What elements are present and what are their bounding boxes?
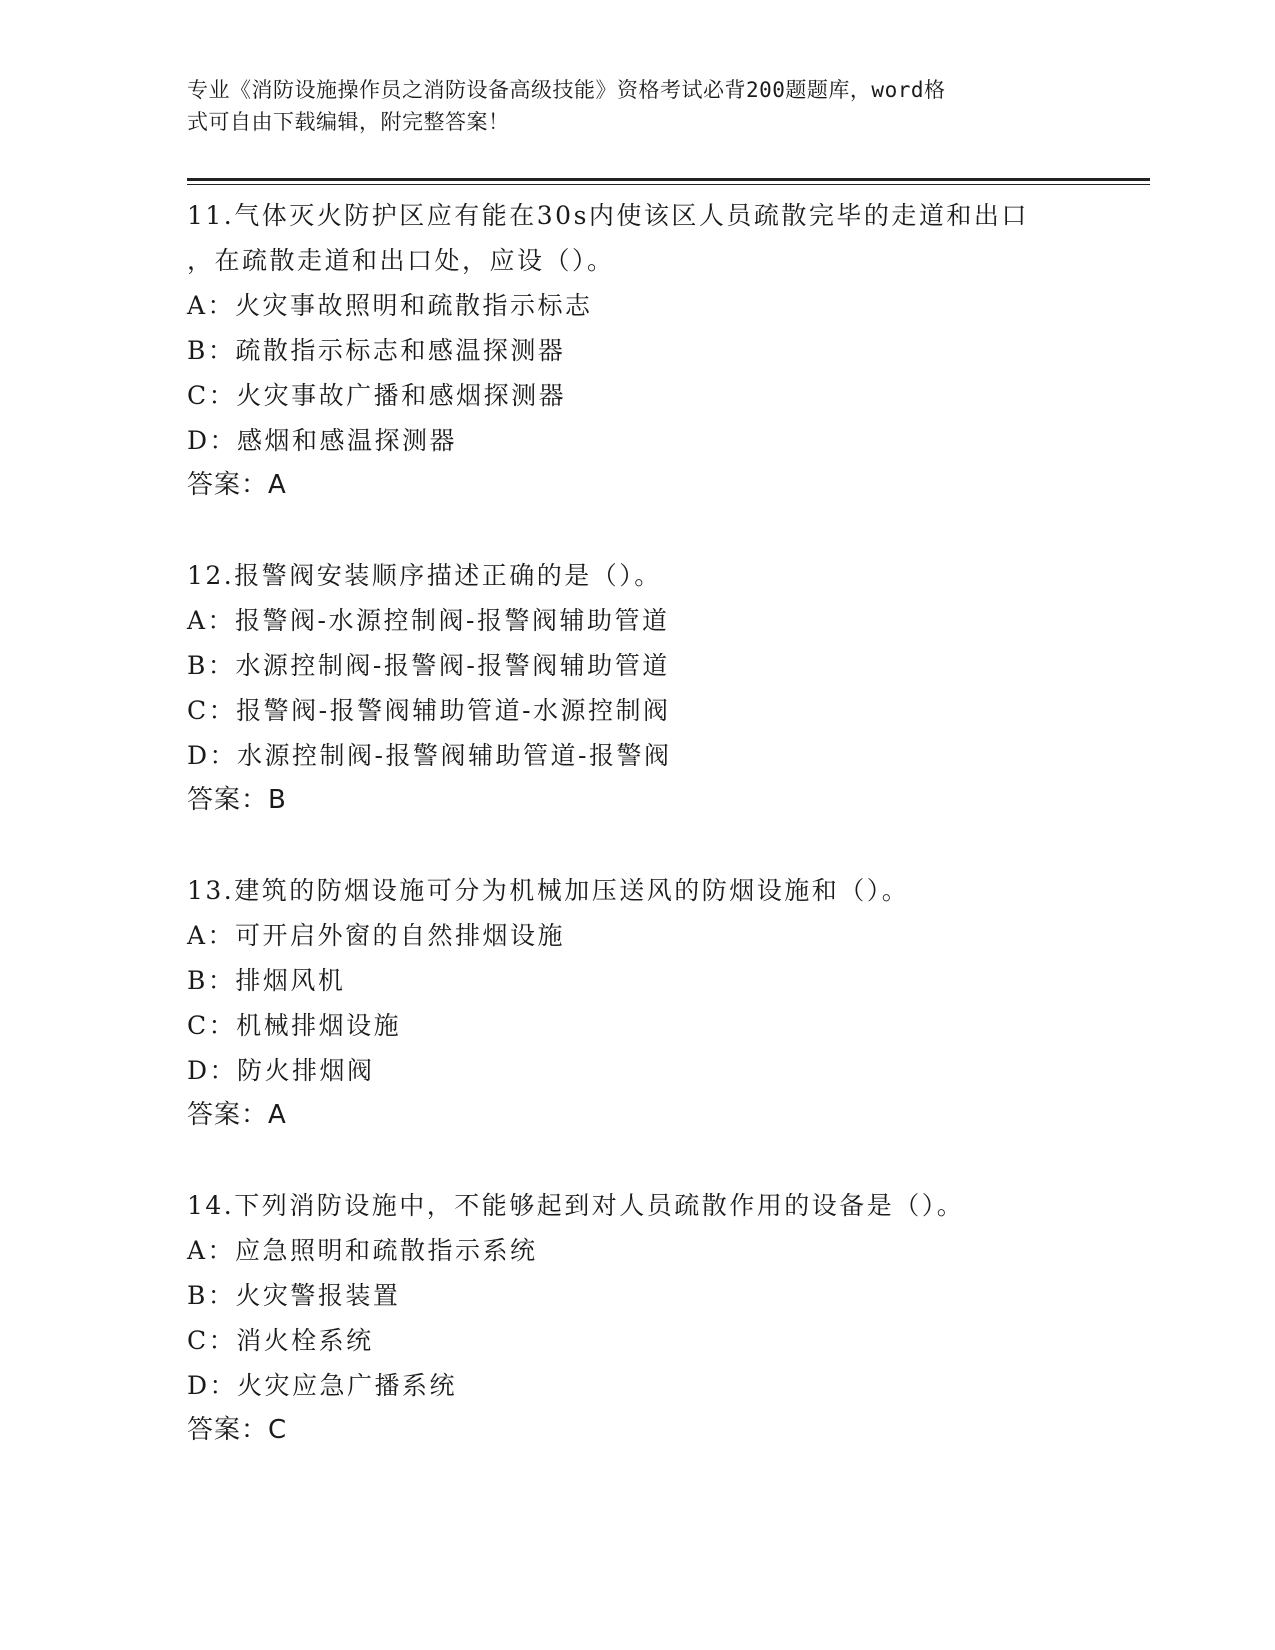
question-stem: 14.下列消防设施中，不能够起到对人员疏散作用的设备是（）。 [187,1191,965,1220]
option-a: A：应急照明和疏散指示系统 [187,1236,538,1265]
document-header [187,74,1087,138]
option-c: C：火灾事故广播和感烟探测器 [187,381,567,410]
question-12 [187,553,1087,823]
option-c: C：消火栓系统 [187,1326,374,1355]
header-divider-thin [187,184,1150,185]
answer: 答案：B [187,785,287,815]
option-b: B：疏散指示标志和感温探测器 [187,336,566,365]
option-d: D：防火排烟阀 [187,1056,375,1085]
question-stem-continued: ，在疏散走道和出口处，应设（）。 [187,246,615,275]
option-a: A：可开启外窗的自然排烟设施 [187,921,566,950]
question-stem: 12.报警阀安装顺序描述正确的是（）。 [187,561,662,590]
question-14 [187,1183,1087,1453]
option-b: B：水源控制阀-报警阀-报警阀辅助管道 [187,651,670,680]
question-stem: 13.建筑的防烟设施可分为机械加压送风的防烟设施和（）。 [187,876,910,905]
answer: 答案：A [187,470,287,500]
option-b: B：排烟风机 [187,966,346,995]
option-b: B：火灾警报装置 [187,1281,401,1310]
option-a: A：火灾事故照明和疏散指示标志 [187,291,593,320]
option-a: A：报警阀-水源控制阀-报警阀辅助管道 [187,606,670,635]
question-spacer [187,1138,1087,1183]
question-spacer [187,508,1087,553]
option-d: D：火灾应急广播系统 [187,1371,458,1400]
question-list [187,193,1087,1453]
question-13 [187,868,1087,1138]
option-c: C：报警阀-报警阀辅助管道-水源控制阀 [187,696,671,725]
question-stem: 11.气体灭火防护区应有能在30s内使该区人员疏散完毕的走道和出口 [187,201,1029,230]
header-line-1: 专业《消防设施操作员之消防设备高级技能》资格考试必背200题题库，word格 [187,78,946,102]
header-line-2: 式可自由下载编辑，附完整答案！ [187,110,510,134]
question-11 [187,193,1087,508]
answer: 答案：A [187,1100,287,1130]
option-d: D：感烟和感温探测器 [187,426,458,455]
option-d: D：水源控制阀-报警阀辅助管道-报警阀 [187,741,672,770]
header-divider-thick [187,178,1150,181]
answer: 答案：C [187,1415,288,1445]
option-c: C：机械排烟设施 [187,1011,402,1040]
question-spacer [187,823,1087,868]
